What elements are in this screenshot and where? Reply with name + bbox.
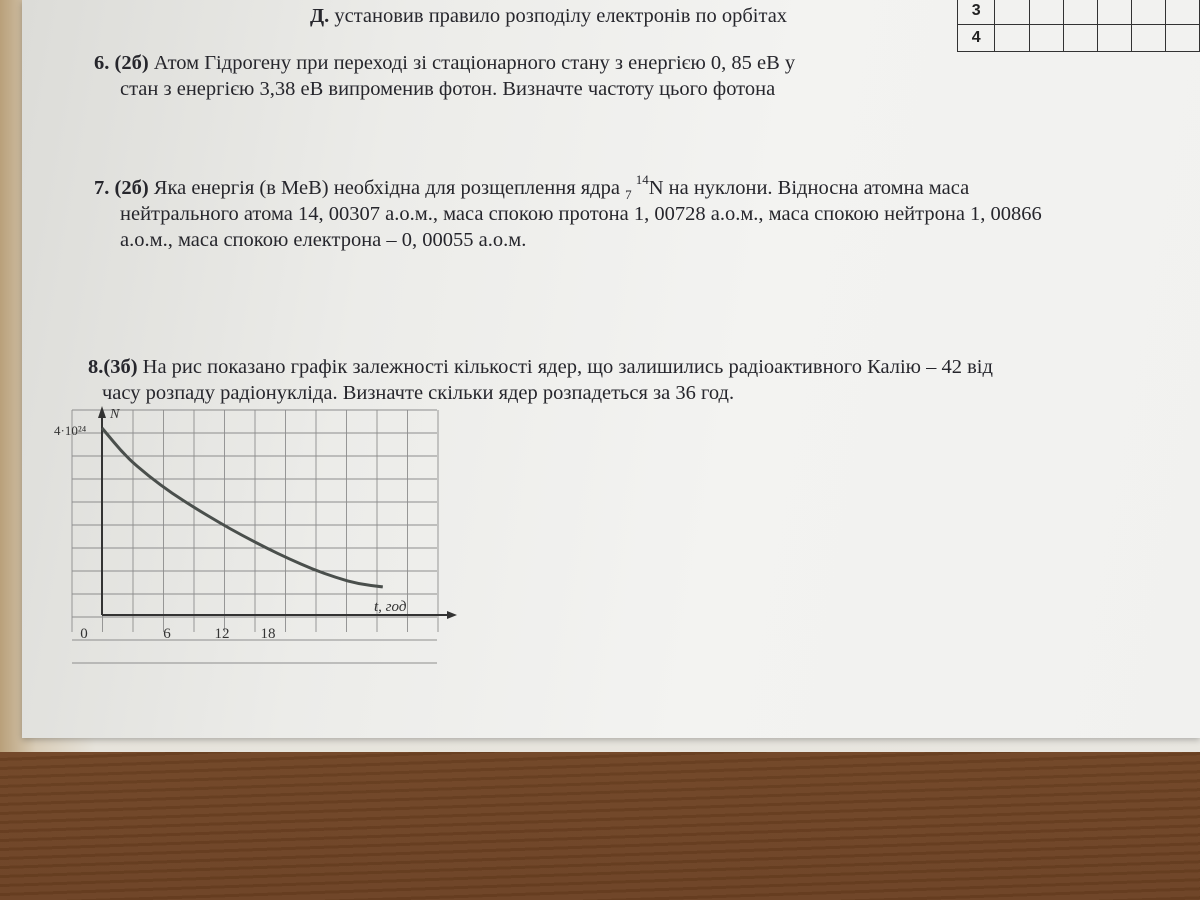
answer-cell[interactable] <box>1029 25 1063 52</box>
question-8-line-1 <box>88 355 993 380</box>
y-axis-arrow <box>98 406 106 418</box>
option-d-text: установив правило розподілу електронів по орбітах <box>334 5 788 27</box>
y-axis-label: N <box>110 407 120 422</box>
question-7-text-cont: на нуклони. Відносна атомна маса <box>668 177 970 199</box>
test-sheet <box>22 0 1200 738</box>
chart-grid <box>72 410 438 663</box>
decay-curve <box>102 428 383 587</box>
question-7-number: 7. (2б) <box>94 177 149 199</box>
nucleus-subscript: 7 <box>625 187 632 202</box>
question-8-number: 8.(3б) <box>88 356 138 378</box>
question-6-number: 6. (2б) <box>94 52 149 74</box>
x-tick-label-18: 18 <box>260 626 276 642</box>
answer-row <box>958 25 1200 52</box>
answer-cell[interactable] <box>1029 0 1063 25</box>
question-6-text: Атом Гідрогену при переході зі стаціонарного стану з енергією 0, 85 еВ у <box>153 52 796 74</box>
nucleus-superscript: 14 <box>635 172 649 187</box>
option-d <box>310 4 787 29</box>
y-tick-label: 4·10²⁴ <box>54 423 87 438</box>
question-7-text: Яка енергія (в МеВ) необхідна для розщеплення ядра <box>153 177 620 199</box>
x-tick-label-0: 0 <box>80 626 88 642</box>
answer-cell[interactable] <box>1131 0 1165 25</box>
answer-cell[interactable] <box>1165 25 1199 52</box>
answer-cell[interactable] <box>1131 25 1165 52</box>
question-7-line-2: нейтрального атома 14, 00307 а.о.м., маса спокою протона 1, 00728 а.о.м., маса спокою нейтрона 1, 00866 <box>120 203 1042 225</box>
answer-row-label: 3 <box>958 0 995 25</box>
x-axis-label: t, год <box>374 599 407 615</box>
answer-cell[interactable] <box>1097 0 1131 25</box>
x-tick-label-6: 6 <box>163 626 171 642</box>
answer-cell[interactable] <box>995 0 1029 25</box>
desk-surface <box>0 740 1200 900</box>
answer-cell[interactable] <box>1165 0 1199 25</box>
nucleus-notation <box>625 172 664 202</box>
answer-cell[interactable] <box>1097 25 1131 52</box>
question-6-line-2: стан з енергією 3,38 еВ випроменив фотон. Визначте частоту цього фотона <box>120 78 776 100</box>
decay-chart <box>52 400 462 650</box>
answer-cell[interactable] <box>995 25 1029 52</box>
option-d-letter: Д. <box>310 5 330 27</box>
question-6-line-1 <box>94 51 795 76</box>
question-7-line-1 <box>94 172 970 202</box>
answer-cell[interactable] <box>1063 25 1097 52</box>
answer-row-label: 4 <box>958 25 995 52</box>
question-7-line-3: а.о.м., маса спокою електрона – 0, 00055 а.о.м. <box>120 229 527 251</box>
x-axis-arrow <box>447 611 457 619</box>
x-tick-label-12: 12 <box>214 626 230 642</box>
answer-row <box>958 0 1200 25</box>
nucleus-symbol: N <box>648 177 664 199</box>
answer-cell[interactable] <box>1063 0 1097 25</box>
question-8-line-2: часу розпаду радіонукліда. Визначте скільки ядер розпадеться за 36 год. <box>102 382 735 404</box>
answer-table <box>957 0 1200 52</box>
question-8-text: На рис показано графік залежності кількості ядер, що залишились радіоактивного Калію – 42 від <box>142 356 993 378</box>
